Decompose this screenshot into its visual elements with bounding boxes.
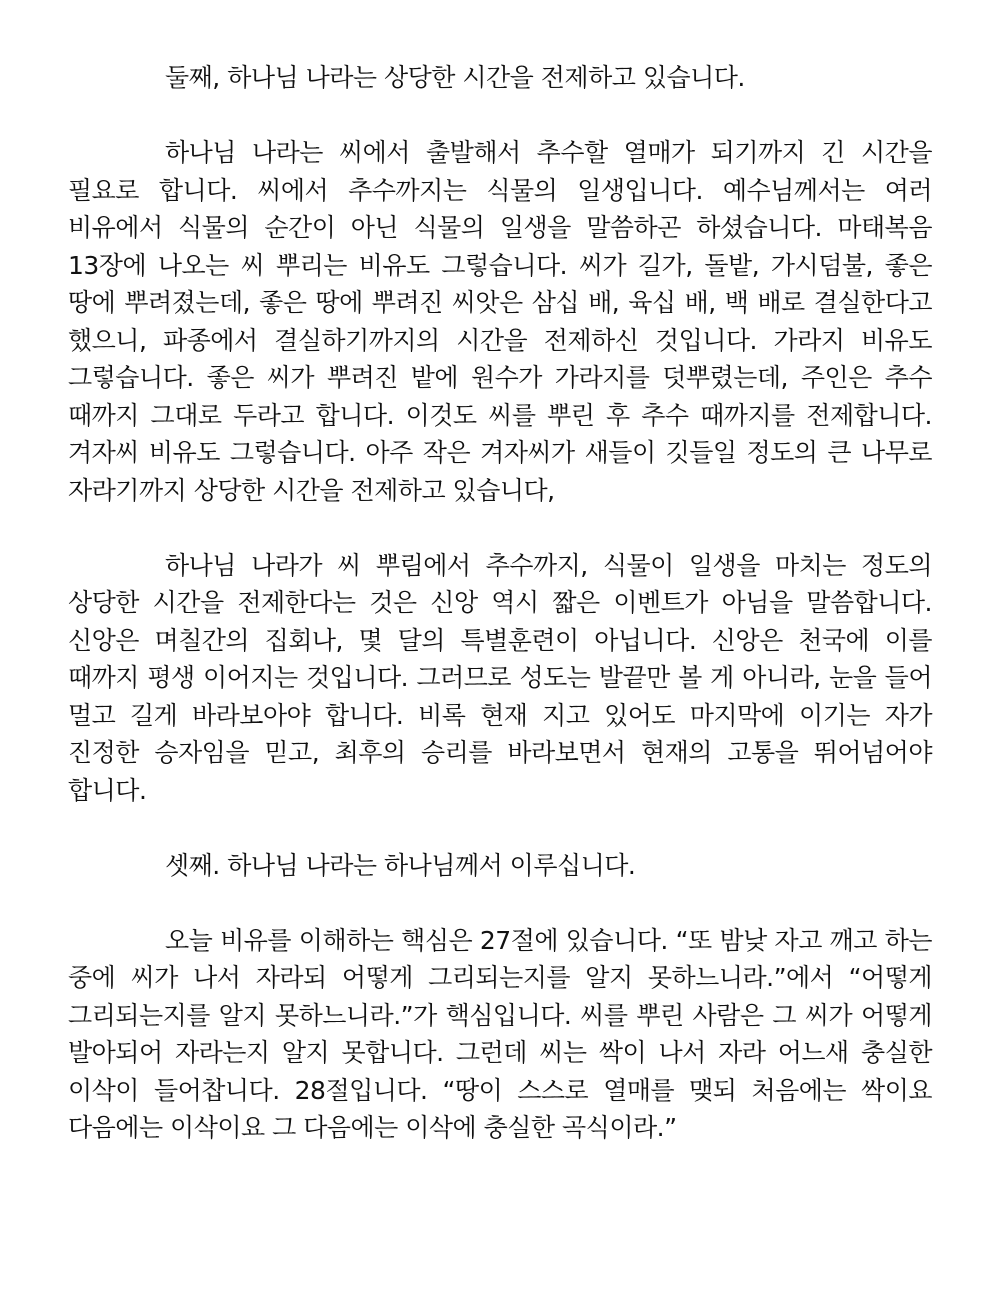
heading-third-point: 셋째. 하나님 나라는 하나님께서 이루십니다.	[165, 850, 636, 880]
paragraph-lifelong-faith: 하나님 나라가 씨 뿌림에서 추수까지, 식물이 일생을 마치는 정도의 상당한 시간을 전제한다는 것은 신앙 역시 짧은 이벤트가 아님을 말씀합니다. 신앙은 며칠간의 집회나, 몇 달의 특별훈련이 아닙니다. 신앙은 천국에 이를 때까지 평생 이어지는 것입니다. 그러므로 성도는 발끝만 볼 게 아니라, 눈을 들어 멀고 길게 바라보아야 합니다. 비록 현재 지고 있어도 마지막에 이기는 자가 진정한 승자임을 믿고, 최후의 승리를 바라보면서 현재의 고통을 뛰어넘어야 합니다.	[68, 550, 932, 805]
paragraph-verse-27: 오늘 비유를 이해하는 핵심은 27절에 있습니다. “또 밤낮 자고 깨고 하는 중에 씨가 나서 자라되 어떻게 그리되는지를 알지 못하느니라.”에서 “어떻게 그리되는지를 알지 못하느니라.”가 핵심입니다. 씨를 뿌린 사람은 그 씨가 어떻게 발아되어 자라는지 알지 못합니다. 그런데 씨는 싹이 나서 자라 어느새 충실한 이삭이 들어찹니다. 28절입니다. “땅이 스스로 열매를 맺되 처음에는 싹이요 다음에는 이삭이요 그 다음에는 이삭에 충실한 곡식이라.”	[68, 925, 932, 1142]
paragraph-gap	[68, 97, 932, 135]
heading-second-point: 둘째, 하나님 나라는 상당한 시간을 전제하고 있습니다.	[165, 63, 745, 92]
paragraph-gap	[68, 884, 932, 922]
paragraph-gap	[68, 509, 932, 547]
paragraph-gap	[68, 809, 932, 847]
document-page	[68, 59, 932, 1147]
paragraph-time-of-kingdom: 하나님 나라는 씨에서 출발해서 추수할 열매가 되기까지 긴 시간을 필요로 합니다. 씨에서 추수까지는 식물의 일생입니다. 예수님께서는 여러 비유에서 식물의 순간이 아닌 식물의 일생을 말씀하곤 하셨습니다. 마태복음 13장에 나오는 씨 뿌리는 비유도 그렇습니다. 씨가 길가, 돌밭, 가시덤불, 좋은 땅에 뿌려졌는데, 좋은 땅에 뿌려진 씨앗은 삼십 배, 육십 배, 백 배로 결실한다고 했으니, 파종에서 결실하기까지의 시간을 전제하신 것입니다. 가라지 비유도 그렇습니다. 좋은 씨가 뿌려진 밭에 원수가 가라지를 덧뿌렸는데, 주인은 추수 때까지 그대로 두라고 합니다. 이것도 씨를 뿌린 후 추수 때까지를 전제합니다. 겨자씨 비유도 그렇습니다. 아주 작은 겨자씨가 새들이 깃들일 정도의 큰 나무로 자라기까지 상당한 시간을 전제하고 있습니다,	[68, 138, 932, 505]
